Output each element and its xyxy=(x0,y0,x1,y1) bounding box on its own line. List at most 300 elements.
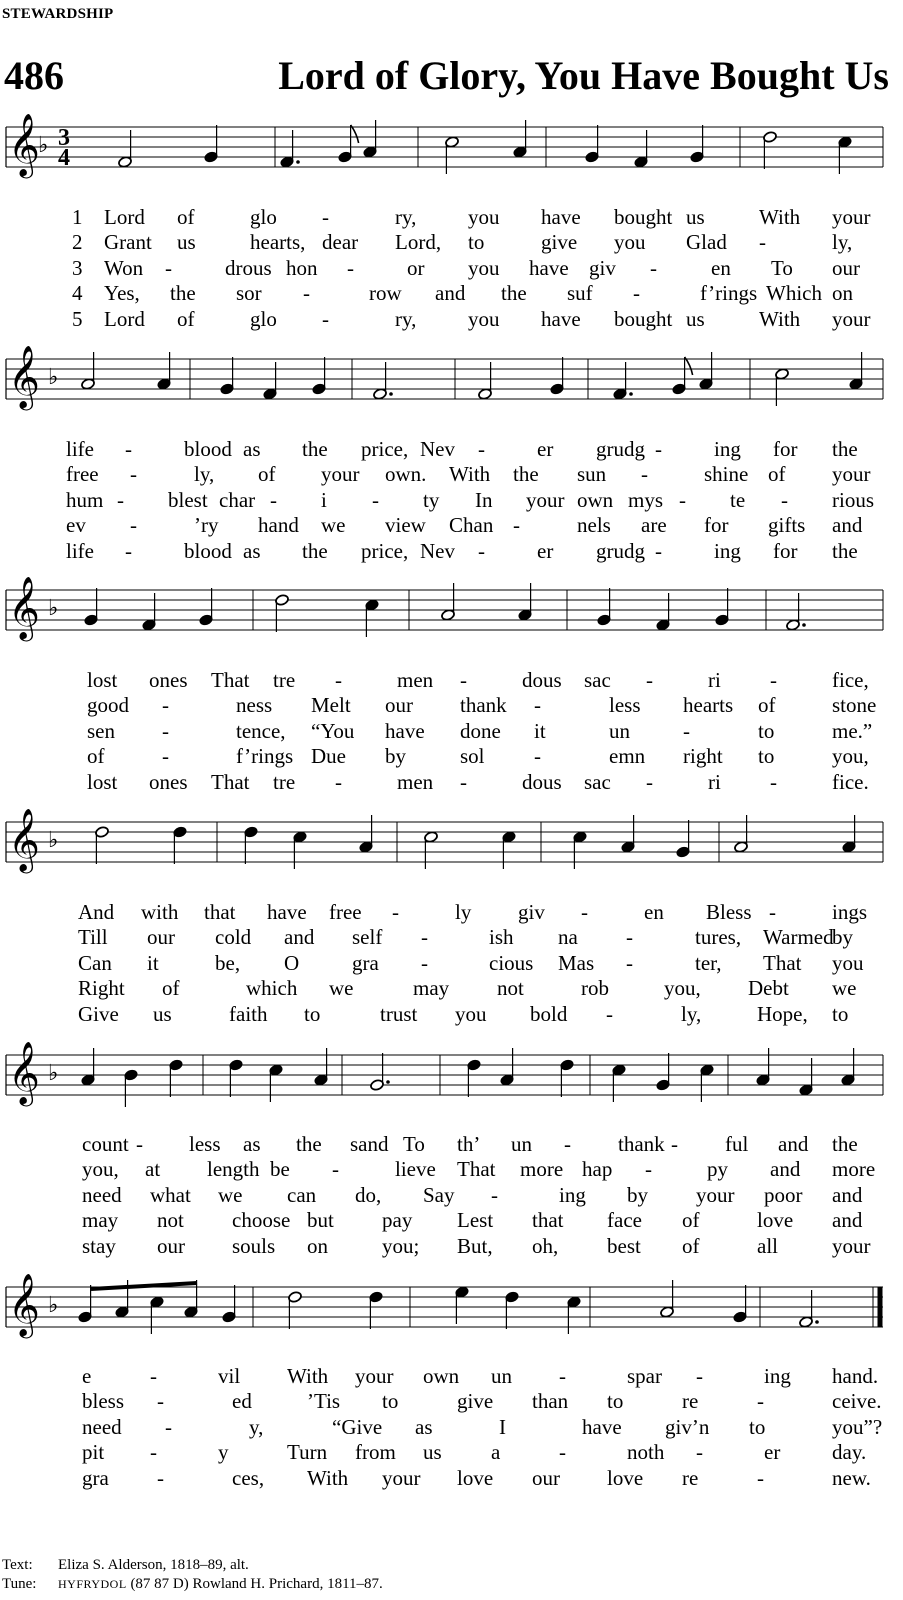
credits xyxy=(2,1556,383,1594)
lyric-syllable: giv xyxy=(518,900,545,924)
lyric-syllable: That xyxy=(763,950,802,975)
lyric-syllable: love xyxy=(607,1465,644,1490)
lyric-syllable: than xyxy=(532,1389,569,1414)
lyric-syllable: we xyxy=(321,513,346,538)
lyric-syllable: right xyxy=(683,744,723,769)
lyric-syllable: bold xyxy=(530,1001,568,1026)
lyric-syllable: your xyxy=(832,462,871,487)
lyric-syllable: - xyxy=(683,718,690,743)
text-credit: Eliza S. Alderson, 1818–89, alt. xyxy=(58,1557,249,1573)
lyric-syllable: Lord, xyxy=(395,230,442,255)
lyric-syllable: - xyxy=(626,925,633,950)
lyric-syllable: you, xyxy=(832,744,869,769)
lyric-syllable: blood xyxy=(184,437,232,461)
lyric-syllable: on xyxy=(307,1233,328,1258)
verse-line xyxy=(0,489,903,511)
lyric-syllable: “You xyxy=(311,718,355,743)
lyric-syllable: but xyxy=(307,1208,334,1233)
verse-line xyxy=(0,231,903,253)
lyric-syllable: Nev xyxy=(420,538,455,563)
lyric-syllable: we xyxy=(329,976,354,1001)
lyric-syllable: I xyxy=(499,1414,506,1439)
lyric-syllable: un xyxy=(609,718,630,743)
verse-number: 2 xyxy=(72,230,83,255)
verse-line xyxy=(0,1365,903,1387)
lyric-syllable: With xyxy=(307,1465,349,1490)
lyric-syllable: - xyxy=(781,487,788,512)
lyric-syllable: - xyxy=(534,744,541,769)
lyric-syllable: by xyxy=(627,1182,648,1207)
verse-line xyxy=(0,771,903,793)
lyric-syllable: sac xyxy=(584,769,611,794)
lyric-syllable: for xyxy=(773,437,798,461)
lyric-syllable: Can xyxy=(78,950,112,975)
staff xyxy=(0,1257,903,1377)
lyric-syllable: may xyxy=(413,976,450,1001)
lyric-syllable: - xyxy=(633,281,640,306)
lyric-syllable: - xyxy=(581,900,588,924)
lyric-syllable: ces, xyxy=(232,1465,265,1490)
treble-clef-icon: 𝄞 xyxy=(8,576,40,639)
lyric-syllable: vil xyxy=(218,1364,241,1388)
lyric-syllable: or xyxy=(407,255,425,280)
flat-icon: ♭ xyxy=(48,365,59,390)
lyric-syllable: ly, xyxy=(681,1001,702,1026)
lyric-syllable: and xyxy=(832,1208,863,1233)
lyric-syllable: bought xyxy=(614,306,673,331)
lyric-syllable: And xyxy=(78,900,115,924)
lyric-syllable: less xyxy=(189,1132,221,1156)
lyric-syllable: Warmed xyxy=(763,925,834,950)
lyric-syllable: That xyxy=(211,769,250,794)
verse-line xyxy=(0,720,903,742)
lyric-syllable: have xyxy=(267,900,307,924)
verse-line xyxy=(0,257,903,279)
verse-line xyxy=(0,952,903,974)
lyric-syllable: - xyxy=(671,1132,678,1156)
lyric-syllable: and xyxy=(284,925,315,950)
lyric-syllable: free xyxy=(66,462,99,487)
lyric-syllable: Say xyxy=(423,1182,455,1207)
lyric-syllable: with xyxy=(141,900,179,924)
lyric-syllable: us xyxy=(177,230,196,255)
lyric-syllable: O xyxy=(284,950,300,975)
dot xyxy=(296,160,300,164)
lyric-syllable: and xyxy=(435,281,466,306)
lyric-syllable: cious xyxy=(489,950,534,975)
lyric-syllable: stay xyxy=(82,1233,116,1258)
lyric-syllable: your xyxy=(382,1465,421,1490)
lyric-syllable: Which xyxy=(766,281,822,306)
lyric-syllable: you xyxy=(832,950,864,975)
verse-line xyxy=(0,901,903,923)
lyric-syllable: - xyxy=(117,487,124,512)
lyric-syllable: noth xyxy=(627,1440,665,1465)
lyric-syllable: - xyxy=(655,437,662,461)
lyric-syllable: - xyxy=(770,769,777,794)
lyric-syllable: f’rings xyxy=(700,281,758,306)
lyric-syllable: for xyxy=(773,538,798,563)
lyric-syllable: us xyxy=(686,306,705,331)
verse-number: 3 xyxy=(72,255,83,280)
lyric-syllable: - xyxy=(157,1389,164,1414)
lyric-syllable: us xyxy=(423,1440,442,1465)
lyric-syllable: With xyxy=(449,462,491,487)
flat-icon: ♭ xyxy=(48,596,59,621)
lyric-syllable: giv’n xyxy=(665,1414,710,1439)
lyric-syllable: Glad xyxy=(686,230,727,255)
lyric-syllable: tre xyxy=(273,668,296,692)
lyric-syllable: as xyxy=(243,1132,261,1156)
lyric-syllable: good xyxy=(87,693,129,718)
lyric-syllable: as xyxy=(243,538,261,563)
lyric-syllable: bless xyxy=(82,1389,124,1414)
lyric-syllable: gifts xyxy=(768,513,806,538)
lyric-syllable: on xyxy=(832,281,853,306)
lyric-syllable: - xyxy=(645,1157,652,1182)
music-system-4 xyxy=(0,792,903,912)
lyric-syllable: - xyxy=(165,255,172,280)
lyric-syllable: - xyxy=(513,513,520,538)
lyric-syllable: pay xyxy=(382,1208,413,1233)
lyric-syllable: oh, xyxy=(532,1233,559,1258)
verse-line xyxy=(0,1209,903,1231)
time-signature-bottom: 4 xyxy=(58,145,70,171)
lyric-syllable: re xyxy=(682,1465,699,1490)
verse-number: 1 xyxy=(72,205,83,229)
lyric-syllable: it xyxy=(147,950,159,975)
lyric-syllable: can xyxy=(287,1182,317,1207)
lyric-syllable: men xyxy=(397,769,434,794)
lyric-syllable: Melt xyxy=(311,693,351,718)
lyric-syllable: ed xyxy=(232,1389,252,1414)
treble-clef-icon: 𝄞 xyxy=(8,113,40,176)
lyric-syllable: not xyxy=(157,1208,184,1233)
lyric-syllable: Till xyxy=(78,925,108,950)
treble-clef-icon: 𝄞 xyxy=(8,345,40,408)
lyric-syllable: ri xyxy=(708,668,721,692)
lyric-syllable: hap xyxy=(582,1157,613,1182)
lyric-syllable: your xyxy=(832,306,871,331)
lyric-syllable: “Give xyxy=(332,1414,383,1439)
lyric-syllable: Bless xyxy=(706,900,752,924)
verse-line xyxy=(0,1467,903,1489)
lyric-syllable: ing xyxy=(559,1182,586,1207)
lyric-syllable: as xyxy=(243,437,261,461)
lyric-syllable: free xyxy=(329,900,362,924)
lyric-syllable: you xyxy=(614,230,646,255)
lyric-syllable: en xyxy=(711,255,731,280)
lyric-syllable: - xyxy=(162,744,169,769)
lyric-syllable: from xyxy=(355,1440,396,1465)
lyric-syllable: at xyxy=(145,1157,161,1182)
flag xyxy=(685,357,693,375)
dot xyxy=(389,392,393,396)
lyric-syllable: lost xyxy=(87,769,118,794)
lyric-syllable: the xyxy=(832,437,858,461)
lyric-syllable: With xyxy=(759,205,801,229)
lyric-syllable: ly, xyxy=(194,462,215,487)
lyric-syllable: bought xyxy=(614,205,673,229)
lyric-syllable: of xyxy=(87,744,105,769)
lyric-syllable: sor xyxy=(236,281,262,306)
verse-line xyxy=(0,745,903,767)
lyric-syllable: Chan xyxy=(449,513,494,538)
lyric-syllable: - xyxy=(770,668,777,692)
lyric-syllable: our xyxy=(147,925,175,950)
lyric-syllable: er xyxy=(764,1440,781,1465)
lyric-syllable: ness xyxy=(236,693,273,718)
lyric-syllable: give xyxy=(541,230,578,255)
lyric-syllable: Right xyxy=(78,976,125,1001)
lyric-syllable: which xyxy=(246,976,298,1001)
lyric-syllable: gra xyxy=(82,1465,109,1490)
lyric-syllable: stone xyxy=(832,693,877,718)
lyric-syllable: - xyxy=(646,769,653,794)
lyric-syllable: - xyxy=(559,1440,566,1465)
lyric-syllable: own. xyxy=(385,462,427,487)
verse-line xyxy=(0,1441,903,1463)
lyric-syllable: - xyxy=(606,1001,613,1026)
lyric-syllable: our xyxy=(532,1465,560,1490)
lyric-syllable: of xyxy=(177,306,195,331)
lyric-syllable: That xyxy=(211,668,250,692)
lyric-syllable: you xyxy=(468,255,500,280)
lyric-syllable: lieve xyxy=(395,1157,436,1182)
lyric-syllable: dear xyxy=(322,230,359,255)
lyric-syllable: - xyxy=(679,487,686,512)
lyric-syllable: own xyxy=(423,1364,460,1388)
lyric-syllable: ones xyxy=(149,668,188,692)
lyric-syllable: - xyxy=(150,1440,157,1465)
lyric-syllable: you; xyxy=(382,1233,420,1258)
lyric-syllable: the xyxy=(513,462,539,487)
verse-line xyxy=(0,540,903,562)
lyric-syllable: - xyxy=(460,769,467,794)
lyric-syllable: as xyxy=(415,1414,433,1439)
lyric-syllable: the xyxy=(302,538,328,563)
lyric-syllable: of xyxy=(177,205,195,229)
lyric-syllable: e xyxy=(82,1364,92,1388)
lyric-syllable: Hope, xyxy=(757,1001,808,1026)
lyric-syllable: of xyxy=(162,976,180,1001)
lyric-syllable: py xyxy=(707,1157,728,1182)
staff xyxy=(0,560,903,680)
dot xyxy=(629,392,633,396)
lyric-syllable: price, xyxy=(361,437,409,461)
lyric-syllable: suf xyxy=(567,281,593,306)
lyric-syllable: and xyxy=(832,513,863,538)
verse-line xyxy=(0,1416,903,1438)
tune-credit-label: Tune: xyxy=(2,1576,37,1592)
lyric-syllable: gra xyxy=(352,950,379,975)
lyric-syllable: y, xyxy=(249,1414,264,1439)
lyric-syllable: lost xyxy=(87,668,118,692)
lyric-syllable: Turn xyxy=(287,1440,328,1465)
dot xyxy=(386,1080,390,1084)
lyric-syllable: en xyxy=(644,900,664,924)
lyric-syllable: - xyxy=(491,1182,498,1207)
lyric-syllable: day. xyxy=(832,1440,867,1465)
text-credit-label: Text: xyxy=(2,1557,33,1573)
lyric-syllable: ry, xyxy=(395,205,417,229)
lyric-syllable: - xyxy=(696,1364,703,1388)
lyric-syllable: - xyxy=(136,1132,143,1156)
lyric-syllable: ish xyxy=(489,925,514,950)
flat-icon: ♭ xyxy=(48,828,59,853)
lyric-syllable: your xyxy=(696,1182,735,1207)
lyric-syllable: With xyxy=(759,306,801,331)
lyric-syllable: your xyxy=(832,1233,871,1258)
lyric-syllable: dous xyxy=(522,769,562,794)
lyric-syllable: ings xyxy=(832,900,868,924)
lyric-syllable: view xyxy=(385,513,426,538)
lyric-syllable: own xyxy=(577,487,614,512)
lyric-syllable: un xyxy=(491,1364,512,1388)
lyric-syllable: Yes, xyxy=(104,281,140,306)
lyric-syllable: trust xyxy=(380,1001,418,1026)
verse-line xyxy=(0,926,903,948)
lyric-syllable: - xyxy=(130,513,137,538)
lyric-syllable: - xyxy=(641,462,648,487)
lyric-syllable: sand xyxy=(350,1132,389,1156)
lyric-syllable: that xyxy=(204,900,236,924)
lyric-syllable: me.” xyxy=(832,718,873,743)
lyric-syllable: to xyxy=(832,1001,849,1026)
lyric-syllable: you”? xyxy=(832,1414,883,1439)
lyric-syllable: sol xyxy=(460,744,485,769)
lyric-syllable: spar xyxy=(627,1364,662,1388)
lyric-syllable: Lord xyxy=(104,205,145,229)
lyric-syllable: be xyxy=(270,1157,290,1182)
lyric-syllable: do, xyxy=(355,1182,382,1207)
lyric-syllable: th’ xyxy=(457,1132,481,1156)
lyric-syllable: to xyxy=(607,1389,624,1414)
lyric-syllable: ev xyxy=(66,513,86,538)
lyric-syllable: and xyxy=(770,1157,801,1182)
lyric-syllable: life xyxy=(66,437,94,461)
lyric-syllable: rious xyxy=(832,487,874,512)
lyric-syllable: hearts xyxy=(683,693,734,718)
lyric-syllable: - xyxy=(165,1414,172,1439)
lyric-syllable: - xyxy=(564,1132,571,1156)
lyric-syllable: and xyxy=(832,1182,863,1207)
lyric-syllable: sun xyxy=(577,462,607,487)
lyric-syllable: your xyxy=(321,462,360,487)
lyric-syllable: With xyxy=(287,1364,329,1388)
hymn-title: Lord of Glory, You Have Bought Us xyxy=(278,53,889,98)
lyric-syllable: have xyxy=(541,205,581,229)
lyric-syllable: ly xyxy=(455,900,472,924)
lyric-syllable: are xyxy=(641,513,667,538)
time-signature-top: 3 xyxy=(58,125,70,151)
flat-icon: ♭ xyxy=(48,1061,59,1086)
lyric-syllable: grudg xyxy=(596,437,645,461)
lyric-syllable: Lord xyxy=(104,306,145,331)
lyric-syllable: you, xyxy=(664,976,701,1001)
lyric-syllable: need xyxy=(82,1182,122,1207)
lyric-syllable: To xyxy=(771,255,793,280)
lyric-syllable: - xyxy=(125,538,132,563)
lyric-syllable: - xyxy=(270,487,277,512)
lyric-syllable: - xyxy=(392,900,399,924)
lyric-syllable: - xyxy=(157,1465,164,1490)
hymn-number: 486 xyxy=(4,53,64,98)
lyric-syllable: - xyxy=(162,718,169,743)
verse-line xyxy=(0,1390,903,1412)
verse-line xyxy=(0,308,903,330)
lyric-syllable: fice. xyxy=(832,769,869,794)
lyric-syllable: hum xyxy=(66,487,104,512)
lyric-syllable: pit xyxy=(82,1440,105,1465)
lyric-syllable: ’ry xyxy=(194,513,219,538)
lyric-syllable: ry, xyxy=(395,306,417,331)
lyric-syllable: to xyxy=(758,744,775,769)
lyric-syllable: new. xyxy=(832,1465,871,1490)
lyric-syllable: mys xyxy=(628,487,664,512)
lyric-syllable: tence, xyxy=(236,718,286,743)
lyric-syllable: souls xyxy=(232,1233,276,1258)
lyric-syllable: - xyxy=(534,693,541,718)
section-heading: STEWARDSHIP xyxy=(2,6,114,22)
lyric-syllable: na xyxy=(558,925,578,950)
lyric-syllable: the xyxy=(302,437,328,461)
lyric-syllable: That xyxy=(457,1157,496,1182)
lyric-syllable: have xyxy=(582,1414,622,1439)
lyric-syllable: glo xyxy=(250,306,277,331)
lyric-syllable: Due xyxy=(311,744,346,769)
lyric-syllable: hon xyxy=(286,255,318,280)
lyric-syllable: giv xyxy=(589,255,616,280)
lyric-syllable: the xyxy=(832,538,858,563)
lyric-syllable: the xyxy=(501,281,527,306)
lyric-syllable: emn xyxy=(609,744,646,769)
lyric-syllable: grudg xyxy=(596,538,645,563)
lyric-syllable: - xyxy=(478,538,485,563)
lyric-syllable: hand xyxy=(258,513,299,538)
lyric-syllable: Nev xyxy=(420,437,455,461)
lyric-syllable: to xyxy=(758,718,775,743)
treble-clef-icon: 𝄞 xyxy=(8,1273,40,1336)
music-system-2 xyxy=(0,329,903,449)
lyric-syllable: what xyxy=(150,1182,191,1207)
lyric-syllable: - xyxy=(125,437,132,461)
verse-line xyxy=(0,1158,903,1180)
lyric-syllable: Lest xyxy=(457,1208,494,1233)
flag xyxy=(351,125,359,143)
dot xyxy=(802,623,806,627)
lyric-syllable: hearts, xyxy=(250,230,306,255)
lyric-syllable: Give xyxy=(78,1001,119,1026)
lyric-syllable: all xyxy=(757,1233,778,1258)
lyric-syllable: - xyxy=(759,230,766,255)
verse-line xyxy=(0,514,903,536)
music-system-3 xyxy=(0,560,903,680)
lyric-syllable: - xyxy=(757,1465,764,1490)
lyric-syllable: - xyxy=(335,668,342,692)
lyric-syllable: hand. xyxy=(832,1364,879,1388)
lyric-syllable: - xyxy=(696,1440,703,1465)
lyric-syllable: Mas xyxy=(558,950,595,975)
lyric-syllable: f’rings xyxy=(236,744,294,769)
dot xyxy=(815,1320,819,1324)
lyric-syllable: to xyxy=(382,1389,399,1414)
lyric-syllable: the xyxy=(832,1132,858,1156)
lyric-syllable: us xyxy=(686,205,705,229)
lyric-syllable: less xyxy=(609,693,641,718)
lyric-syllable: you, xyxy=(82,1157,119,1182)
lyric-syllable: our xyxy=(157,1233,185,1258)
